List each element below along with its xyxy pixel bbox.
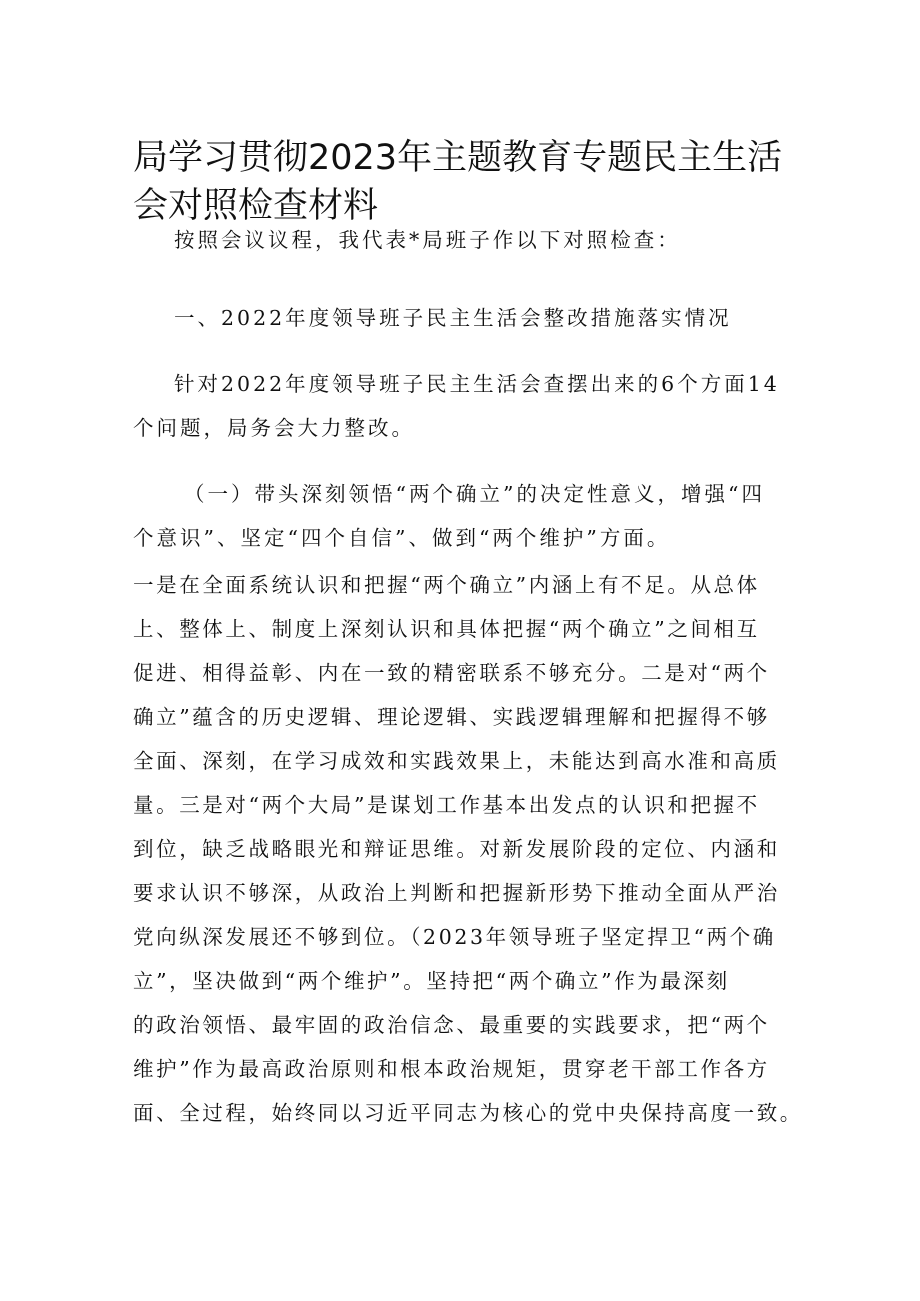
body-line: 一是在全面系统认识和把握“两个确立”内涵上有不足。从总体: [133, 573, 760, 597]
body-line: 量。三是对“两个大局”是谋划工作基本出发点的认识和把握不: [133, 793, 760, 817]
body-line: 确立”蕴含的历史逻辑、理论逻辑、实践逻辑理解和把握得不够: [133, 705, 770, 729]
section-1-paragraph-line-1: 针对2022年度领导班子民主生活会查摆出来的6个方面14: [174, 372, 780, 396]
section-1-heading: 一、2022年度领导班子民主生活会整改措施落实情况: [174, 306, 732, 330]
body-line: 党向纵深发展还不够到位。（2023年领导班子坚定捍卫“两个确: [133, 925, 776, 949]
subsection-1-heading-line-1: （一）带头深刻领悟“两个确立”的决定性意义，增强“四: [184, 482, 765, 506]
body-line: 到位，缺乏战略眼光和辩证思维。对新发展阶段的定位、内涵和: [133, 837, 780, 861]
body-line: 要求认识不够深，从政治上判断和把握新形势下推动全面从严治: [133, 881, 780, 905]
section-1-paragraph: [133, 362, 798, 450]
subsection-1-heading-line-2: 个意识”、坚定“四个自信”、做到“两个维护”方面。: [133, 526, 671, 550]
title-line-2: 会对照检查材料: [133, 186, 379, 226]
body-line: 全面、深刻，在学习成效和实践效果上，未能达到高水准和高质: [133, 749, 780, 773]
body-line: 的政治领悟、最牢固的政治信念、最重要的实践要求，把“两个: [133, 1013, 770, 1037]
subsection-1-heading: [133, 472, 798, 560]
title-line-1: 局学习贯彻2023年主题教育专题民主生活: [133, 138, 783, 178]
body-paragraph: [133, 563, 801, 1135]
body-line: 维护”作为最高政治原则和根本政治规矩，贯穿老干部工作各方: [133, 1057, 770, 1081]
body-line: 上、整体上、制度上深刻认识和具体把握“两个确立”之间相互: [133, 617, 760, 641]
body-line: 面、全过程，始终同以习近平同志为核心的党中央保持高度一致。: [133, 1101, 803, 1125]
section-1-paragraph-line-2: 个问题，局务会大力整改。: [133, 416, 415, 440]
body-line: 立”，坚决做到“两个维护”。坚持把“两个确立”作为最深刻: [133, 969, 730, 993]
intro-paragraph: 按照会议议程，我代表*局班子作以下对照检查：: [174, 228, 681, 252]
document-title: [133, 134, 813, 230]
body-line: 促进、相得益彰、内在一致的精密联系不够充分。二是对“两个: [133, 661, 770, 685]
